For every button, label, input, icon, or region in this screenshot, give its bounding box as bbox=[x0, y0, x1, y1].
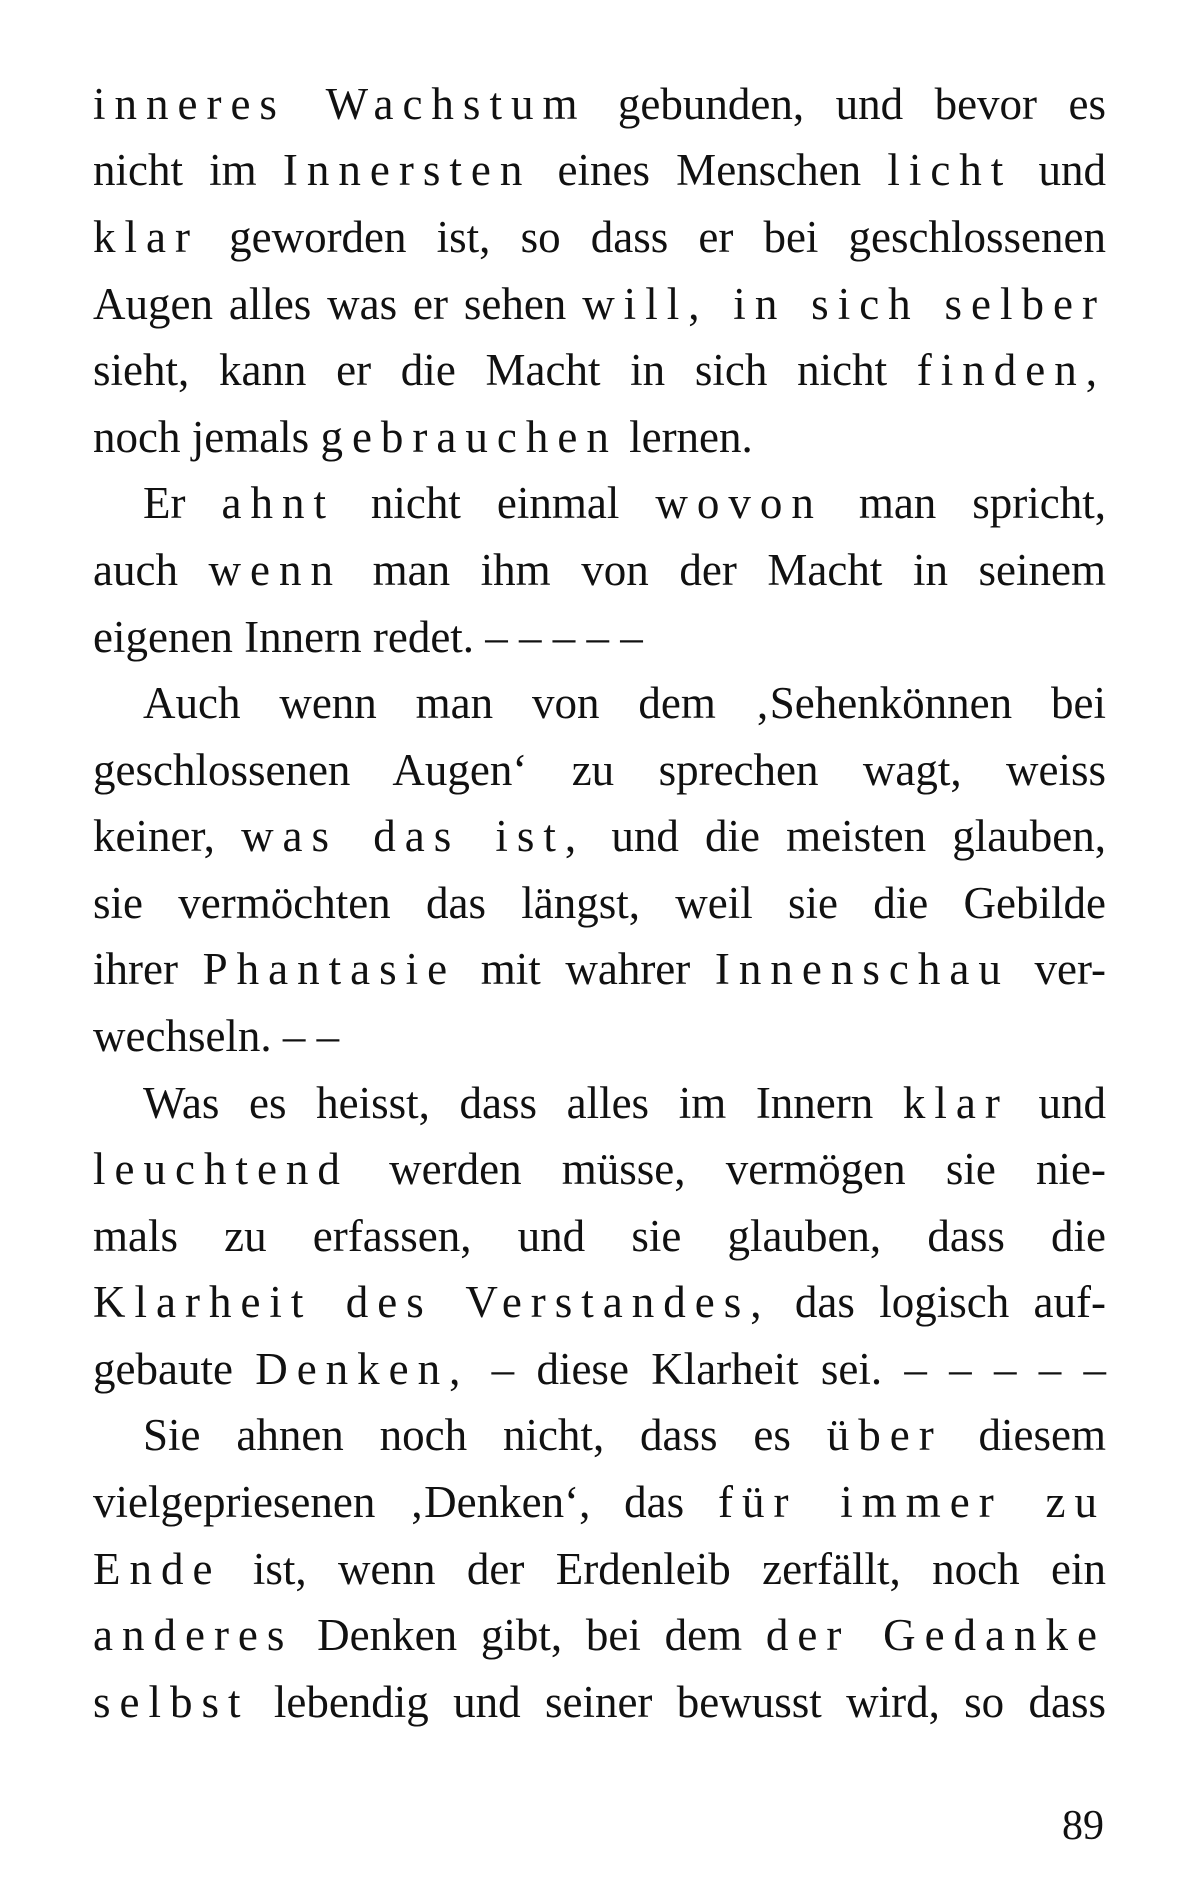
text-line bbox=[93, 536, 1106, 604]
page-number: 89 bbox=[1062, 1803, 1104, 1849]
text-segment: lebendig und seiner bewusst wird, so dass bbox=[249, 1677, 1106, 1727]
text-line bbox=[93, 935, 1106, 1003]
text-line bbox=[143, 1401, 1106, 1469]
text-line bbox=[93, 1468, 1106, 1536]
text-line bbox=[143, 469, 1106, 537]
spaced-text: finden, bbox=[916, 345, 1106, 395]
text-segment: lernen. bbox=[617, 412, 753, 462]
text-line bbox=[93, 1268, 1106, 1336]
text-line bbox=[93, 1202, 1106, 1270]
text-segment: Denken gibt, bei dem bbox=[293, 1610, 766, 1660]
spaced-text: für immer zu bbox=[717, 1477, 1106, 1527]
text-segment: ist, wenn der Erdenleib zerfällt, noch ein bbox=[221, 1544, 1106, 1594]
text-segment: wechseln. – – bbox=[93, 1011, 340, 1061]
spaced-text: Wachstum bbox=[325, 79, 587, 129]
text-line bbox=[143, 1069, 1106, 1137]
text-segment: sieht, kann er die Macht in sich nicht bbox=[93, 345, 917, 395]
spaced-text: selbst bbox=[93, 1677, 250, 1727]
text-segment: Was es heisst, dass alles im Innern bbox=[143, 1078, 903, 1128]
text-segment: geschlossenen Augen‘ zu sprechen wagt, weiss bbox=[93, 745, 1106, 795]
text-segment: ihrer bbox=[93, 944, 203, 994]
text-segment: diesem bbox=[942, 1410, 1106, 1460]
spaced-text: gebrauchen bbox=[320, 412, 618, 462]
spaced-text: ahnt bbox=[221, 478, 335, 528]
text-line bbox=[93, 1135, 1106, 1203]
text-line bbox=[93, 203, 1106, 271]
text-segment: Auch wenn man von dem ‚Sehenkönnen bei bbox=[143, 678, 1106, 728]
text-line bbox=[93, 70, 1106, 138]
spaced-text: über bbox=[826, 1410, 943, 1460]
text-segment: gebaute bbox=[93, 1344, 256, 1394]
text-segment: mals zu erfassen, und sie glauben, dass die bbox=[93, 1211, 1106, 1261]
spaced-text: Innersten bbox=[282, 145, 532, 195]
text-line bbox=[93, 136, 1106, 204]
spaced-text: inneres bbox=[93, 79, 326, 129]
spaced-text: will, in sich selber bbox=[582, 279, 1106, 329]
spaced-text: Phantasie bbox=[202, 944, 457, 994]
text-segment: noch jemals bbox=[93, 412, 321, 462]
spaced-text: der Gedanke bbox=[765, 1610, 1106, 1660]
text-segment: eines Menschen bbox=[531, 145, 888, 195]
text-line bbox=[93, 736, 1106, 804]
text-line bbox=[93, 802, 1106, 870]
text-segment: werden müsse, vermögen sie nie- bbox=[348, 1144, 1106, 1194]
text-segment: – diese Klarheit sei. – – – – – bbox=[469, 1344, 1107, 1394]
text-segment: eigenen Innern redet. – – – – – bbox=[93, 612, 643, 662]
text-segment: mit wahrer bbox=[456, 944, 715, 994]
text-segment: nicht im bbox=[93, 145, 283, 195]
text-segment: man ihm von der Macht in seinem bbox=[342, 545, 1106, 595]
text-line bbox=[93, 403, 1106, 471]
text-line bbox=[93, 1601, 1106, 1669]
text-segment: und die meisten glauben, bbox=[585, 811, 1106, 861]
text-segment: und bbox=[1012, 145, 1107, 195]
text-line bbox=[93, 270, 1106, 338]
text-line bbox=[93, 1535, 1106, 1603]
text-segment: Er bbox=[143, 478, 222, 528]
spaced-text: wovon bbox=[655, 478, 823, 528]
text-segment: Augen alles was er sehen bbox=[93, 279, 583, 329]
spaced-text: klar bbox=[902, 1078, 1009, 1128]
text-line bbox=[143, 669, 1106, 737]
text-line bbox=[93, 1002, 1106, 1070]
text-segment: vielgepriesenen ‚Denken‘, das bbox=[93, 1477, 718, 1527]
text-segment: ver- bbox=[1009, 944, 1107, 994]
spaced-text: Innenschau bbox=[714, 944, 1010, 994]
spaced-text: leuchtend bbox=[93, 1144, 349, 1194]
spaced-text: anderes bbox=[93, 1610, 294, 1660]
text-segment: und bbox=[1008, 1078, 1107, 1128]
text-line bbox=[93, 336, 1106, 404]
spaced-text: Ende bbox=[93, 1544, 222, 1594]
text-line bbox=[93, 1335, 1106, 1403]
text-segment: gebunden, und bevor es bbox=[586, 79, 1106, 129]
spaced-text: Denken, bbox=[255, 1344, 470, 1394]
text-segment: sie vermöchten das längst, weil sie die Gebilde bbox=[93, 878, 1106, 928]
text-segment: nicht einmal bbox=[334, 478, 656, 528]
spaced-text: klar bbox=[93, 212, 199, 262]
text-line bbox=[93, 603, 1106, 671]
text-segment: das logisch auf- bbox=[770, 1277, 1106, 1327]
text-segment: man spricht, bbox=[822, 478, 1107, 528]
text-segment: keiner, bbox=[93, 811, 242, 861]
text-segment: Sie ahnen noch nicht, dass es bbox=[143, 1410, 827, 1460]
spaced-text: licht bbox=[887, 145, 1013, 195]
text-line bbox=[93, 869, 1106, 937]
spaced-text: wenn bbox=[208, 545, 343, 595]
text-line bbox=[93, 1668, 1106, 1736]
spaced-text: was das ist, bbox=[241, 811, 586, 861]
text-segment: auch bbox=[93, 545, 209, 595]
text-segment: geworden ist, so dass er bei geschlossenen bbox=[198, 212, 1106, 262]
spaced-text: Klarheit des Verstandes, bbox=[93, 1277, 771, 1327]
